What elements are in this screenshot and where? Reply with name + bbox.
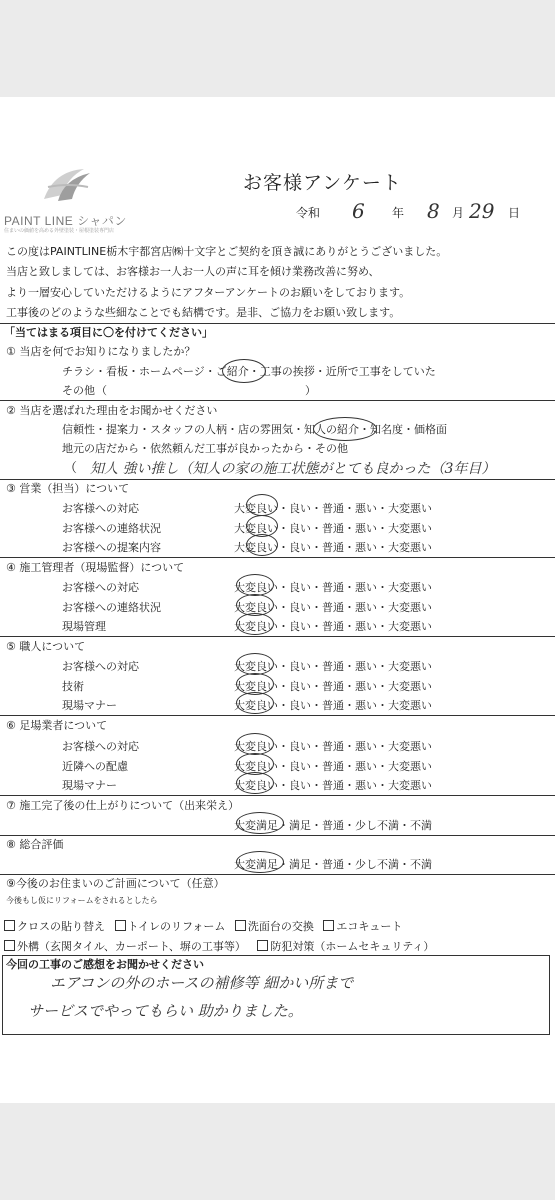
q2-title: ② 当店を選ばれた理由をお聞かせください [6,404,218,417]
day-value: 29 [469,199,495,223]
page-title: お客様アンケート [243,172,402,194]
q5-scale-3: 大変良い・良い・普通・悪い・大変悪い [234,699,432,712]
answer-circle [236,733,274,755]
answer-circle [236,812,284,834]
checkbox-exterior[interactable]: 外構（玄関タイル、カーポート、塀の工事等） [4,940,246,953]
logo-name: PAINT LINE シャパン [4,214,127,228]
q9-note: 今後もし仮にリフォームをされるとしたら [6,896,158,905]
q1-other-field: （ ） [96,384,316,397]
divider [0,874,555,875]
q3-scale-1: 大変良い・良い・普通・悪い・大変悪い [234,502,432,515]
divider [0,557,555,558]
era-label: 令和 [296,206,321,220]
divider [0,636,555,637]
divider [0,795,555,796]
divider [0,479,555,480]
intro-line-4: 工事後のどのような些細なことでも結構です。是非、ご協力をお願い致します。 [6,306,401,319]
answer-circle [236,772,274,794]
answer-circle [236,653,274,675]
intro-line-1: この度はPAINTLINE栃木宇都宮店㈱十文字とご契約を頂き誠にありがとうございました。 [6,245,448,258]
answer-circle [236,574,274,596]
q5-item-3: 現場マナー [62,699,117,712]
survey-sheet [0,97,555,1103]
divider [0,323,555,324]
answer-circle [222,359,266,383]
q5-scale-2: 大変良い・良い・普通・悪い・大変悪い [234,680,432,693]
comment-title: 今回の工事のご感想をお聞かせください [6,958,204,971]
q6-item-2: 近隣への配慮 [62,760,128,773]
answer-circle [246,494,278,516]
divider [0,715,555,716]
q2-options-2: 地元の店だから・依然頼んだ工事が良かったから・その他 [62,442,348,455]
q5-scale-1: 大変良い・良い・普通・悪い・大変悪い [234,660,432,673]
checkbox-washbasin[interactable]: 洗面台の交換 [235,920,314,933]
q5-item-2: 技術 [62,680,84,693]
q4-item-2: お客様への連絡状況 [62,601,161,614]
q3-scale-2: 大変良い・良い・普通・悪い・大変悪い [234,522,432,535]
q6-item-1: お客様への対応 [62,740,139,753]
divider [0,835,555,836]
q4-title: ④ 施工管理者（現場監督）について [6,561,185,574]
q3-title: ③ 営業（担当）について [6,482,130,495]
q7-scale: 大変満足・満足・普通・少し不満・不満 [234,819,432,832]
q1-other-label: その他 [62,384,95,397]
paint-line-logo-icon [38,165,94,205]
checkbox-cloth[interactable]: クロスの貼り替え [4,920,105,933]
q6-scale-1: 大変良い・良い・普通・悪い・大変悪い [234,740,432,753]
q1-title: ① 当店を何でお知りになりましたか？ [6,345,196,358]
answer-circle [313,417,377,441]
q5-item-1: お客様への対応 [62,660,139,673]
q9-title: ⑨今後のお住まいのご計画について（任意） [6,877,225,890]
intro-line-3: より一層安心していただけるようにアフターアンケートのお願いをしております。 [6,286,411,299]
q4-scale-2: 大変良い・良い・普通・悪い・大変悪い [234,601,432,614]
q3-scale-3: 大変良い・良い・普通・悪い・大変悪い [234,541,432,554]
answer-circle [246,534,278,556]
checkbox-security[interactable]: 防犯対策（ホームセキュリティ） [257,940,434,953]
q6-scale-2: 大変良い・良い・普通・悪い・大変悪い [234,760,432,773]
q2-handwritten-answer: 知人 強い推し（知人の家の施工状態がとても良かった（3年目） [90,461,496,477]
month-value: 8 [427,199,440,223]
q9-row-2 [4,938,434,954]
comment-line-1: エアコンの外のホースの補修等 細かい所まで [50,974,354,992]
q6-item-3: 現場マナー [62,779,117,792]
q2-options-1: 信頼性・提案力・スタッフの人柄・店の雰囲気・知人の紹介・知名度・価格面 [62,423,447,436]
answer-circle [236,692,274,714]
day-label: 日 [508,206,521,220]
logo-tagline: 住まいの価値を高める外壁塗装・屋根塗装専門店 [4,228,115,234]
intro-line-2: 当店と致しましては、お客様お一人お一人の声に耳を傾け業務改善に努め、 [6,265,380,278]
q7-title: ⑦ 施工完了後の仕上がりについて（出来栄え） [6,799,240,812]
q2-open-paren: （ [64,461,78,476]
q4-scale-1: 大変良い・良い・普通・悪い・大変悪い [234,581,432,594]
year-value: 6 [352,199,365,223]
q8-scale: 大変満足・満足・普通・少し不満・不満 [234,858,432,871]
year-label: 年 [392,206,405,220]
q3-item-1: お客様への対応 [62,502,139,515]
comment-line-2: サービスでやってもらい 助かりました。 [28,1002,303,1020]
divider [0,400,555,401]
q4-item-3: 現場管理 [62,620,106,633]
answer-circle [236,851,284,873]
checkbox-ecocute[interactable]: エコキュート [323,920,402,933]
instruction: 「当てはまる項目に〇を付けてください」 [4,326,213,339]
q1-options: チラシ・看板・ホームページ・ご紹介・工事の挨拶・近所で工事をしていた [62,365,436,378]
q4-item-1: お客様への対応 [62,581,139,594]
q9-row-1 [4,918,402,934]
q3-item-3: お客様への提案内容 [62,541,161,554]
month-label: 月 [452,206,465,220]
q4-scale-3: 大変良い・良い・普通・悪い・大変悪い [234,620,432,633]
q6-scale-3: 大変良い・良い・普通・悪い・大変悪い [234,779,432,792]
q3-item-2: お客様への連絡状況 [62,522,161,535]
q5-title: ⑤ 職人について [6,640,86,653]
q8-title: ⑧ 総合評価 [6,838,64,851]
q6-title: ⑥ 足場業者について [6,719,108,732]
answer-circle [236,613,274,635]
checkbox-toilet[interactable]: トイレのリフォーム [115,920,226,933]
